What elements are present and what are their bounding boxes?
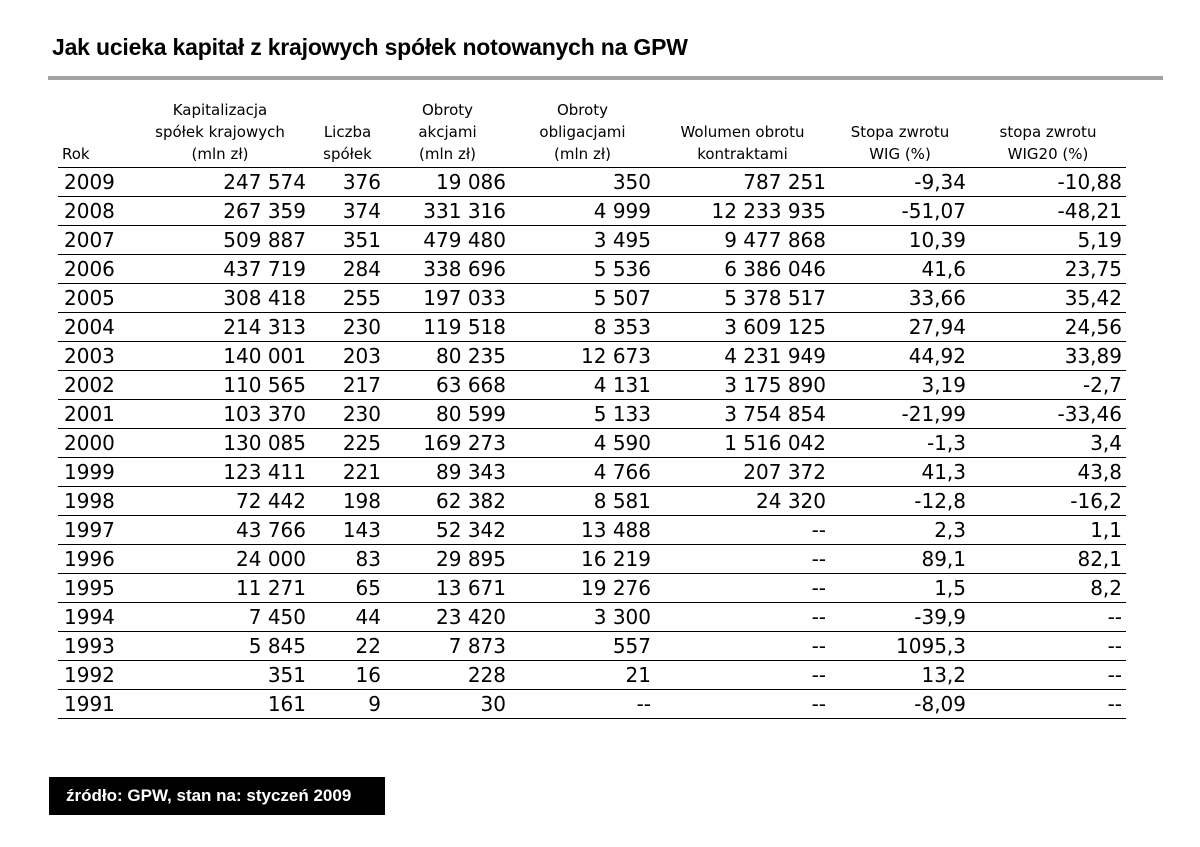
value-cell: 376 [310, 168, 385, 197]
table-row [58, 226, 1126, 255]
column-header-line [1046, 101, 1051, 119]
value-cell: 207 372 [655, 458, 830, 487]
value-cell: 11 271 [130, 574, 310, 603]
table-row [58, 197, 1126, 226]
column-header-line: Kapitalizacja [172, 101, 268, 119]
column-header-line: obligacjami [539, 123, 626, 141]
value-cell: 143 [310, 516, 385, 545]
column-header-7 [970, 99, 1126, 168]
value-cell: 10,39 [830, 226, 970, 255]
column-header-line: Obroty [421, 101, 474, 119]
value-cell: 16 [310, 661, 385, 690]
value-cell: 44 [310, 603, 385, 632]
value-cell: 331 316 [385, 197, 510, 226]
value-cell: 24 000 [130, 545, 310, 574]
table-row [58, 342, 1126, 371]
value-cell: 203 [310, 342, 385, 371]
value-cell: 437 719 [130, 255, 310, 284]
value-cell: -16,2 [970, 487, 1126, 516]
column-header-line: stopa zwrotu [999, 123, 1097, 141]
value-cell: 43,8 [970, 458, 1126, 487]
value-cell: -- [970, 661, 1126, 690]
value-cell: 33,89 [970, 342, 1126, 371]
table-row [58, 487, 1126, 516]
value-cell: 5 536 [510, 255, 655, 284]
value-cell: 43 766 [130, 516, 310, 545]
value-cell: 62 382 [385, 487, 510, 516]
value-cell: -- [970, 603, 1126, 632]
column-header-line [898, 101, 903, 119]
column-header-line: spółek [323, 145, 372, 163]
value-cell: 7 873 [385, 632, 510, 661]
value-cell: 3 495 [510, 226, 655, 255]
value-cell: 21 [510, 661, 655, 690]
year-cell: 1995 [58, 574, 130, 603]
value-cell: 110 565 [130, 371, 310, 400]
value-cell: 6 386 046 [655, 255, 830, 284]
value-cell: -- [655, 516, 830, 545]
value-cell: -51,07 [830, 197, 970, 226]
year-cell: 1994 [58, 603, 130, 632]
year-cell: 2003 [58, 342, 130, 371]
value-cell: 41,6 [830, 255, 970, 284]
table-row [58, 545, 1126, 574]
value-cell: 351 [310, 226, 385, 255]
value-cell: 169 273 [385, 429, 510, 458]
column-header-line: Stopa zwrotu [850, 123, 950, 141]
column-header-line: WIG20 (%) [1007, 145, 1089, 163]
value-cell: -21,99 [830, 400, 970, 429]
value-cell: 161 [130, 690, 310, 719]
year-cell: 2002 [58, 371, 130, 400]
value-cell: 27,94 [830, 313, 970, 342]
value-cell: 80 235 [385, 342, 510, 371]
value-cell: 3 175 890 [655, 371, 830, 400]
value-cell: 8,2 [970, 574, 1126, 603]
table-row [58, 371, 1126, 400]
value-cell: -12,8 [830, 487, 970, 516]
value-cell: 284 [310, 255, 385, 284]
page-title: Jak ucieka kapitał z krajowych spółek notowanych na GPW [52, 34, 688, 60]
value-cell: 41,3 [830, 458, 970, 487]
value-cell: 225 [310, 429, 385, 458]
value-cell: 80 599 [385, 400, 510, 429]
column-header-line: Liczba [323, 123, 372, 141]
value-cell: 5 845 [130, 632, 310, 661]
column-header-line: Wolumen obrotu [680, 123, 805, 141]
value-cell: 350 [510, 168, 655, 197]
value-cell: 351 [130, 661, 310, 690]
value-cell: 230 [310, 400, 385, 429]
value-cell: 787 251 [655, 168, 830, 197]
year-cell: 1996 [58, 545, 130, 574]
value-cell: 3 754 854 [655, 400, 830, 429]
value-cell: 13 488 [510, 516, 655, 545]
value-cell: 8 353 [510, 313, 655, 342]
table-row [58, 458, 1126, 487]
table-row [58, 313, 1126, 342]
year-cell: 2006 [58, 255, 130, 284]
value-cell: 3,19 [830, 371, 970, 400]
value-cell: -48,21 [970, 197, 1126, 226]
value-cell: 83 [310, 545, 385, 574]
value-cell: 479 480 [385, 226, 510, 255]
value-cell: 1,1 [970, 516, 1126, 545]
table-row [58, 255, 1126, 284]
value-cell: -- [655, 545, 830, 574]
column-header-5 [655, 99, 830, 168]
value-cell: -- [655, 661, 830, 690]
year-cell: 2005 [58, 284, 130, 313]
value-cell: 33,66 [830, 284, 970, 313]
value-cell: 13 671 [385, 574, 510, 603]
column-header-line: akcjami [418, 123, 477, 141]
value-cell: 89 343 [385, 458, 510, 487]
year-cell: 2004 [58, 313, 130, 342]
year-cell: 2008 [58, 197, 130, 226]
value-cell: 230 [310, 313, 385, 342]
value-cell: -- [970, 690, 1126, 719]
value-cell: 23,75 [970, 255, 1126, 284]
value-cell: 5,19 [970, 226, 1126, 255]
value-cell: -- [655, 632, 830, 661]
value-cell: 9 477 868 [655, 226, 830, 255]
year-cell: 1997 [58, 516, 130, 545]
column-header-4 [510, 99, 655, 168]
value-cell: 509 887 [130, 226, 310, 255]
value-cell: 65 [310, 574, 385, 603]
value-cell: 35,42 [970, 284, 1126, 313]
value-cell: 247 574 [130, 168, 310, 197]
value-cell: 1 516 042 [655, 429, 830, 458]
value-cell: 338 696 [385, 255, 510, 284]
data-table [58, 99, 1126, 719]
column-header-line: spółek krajowych [155, 123, 285, 141]
value-cell: 3 609 125 [655, 313, 830, 342]
value-cell: 63 668 [385, 371, 510, 400]
value-cell: -8,09 [830, 690, 970, 719]
table-row [58, 516, 1126, 545]
value-cell: 5 507 [510, 284, 655, 313]
table-row [58, 400, 1126, 429]
value-cell: 2,3 [830, 516, 970, 545]
value-cell: 5 133 [510, 400, 655, 429]
year-cell: 1999 [58, 458, 130, 487]
value-cell: 23 420 [385, 603, 510, 632]
value-cell: 24 320 [655, 487, 830, 516]
value-cell: 89,1 [830, 545, 970, 574]
table-row [58, 690, 1126, 719]
column-header-1 [130, 99, 310, 168]
value-cell: 217 [310, 371, 385, 400]
value-cell: -- [655, 574, 830, 603]
value-cell: -- [655, 690, 830, 719]
value-cell: 103 370 [130, 400, 310, 429]
value-cell: 8 581 [510, 487, 655, 516]
year-cell: 2001 [58, 400, 130, 429]
table-row [58, 574, 1126, 603]
column-header-0 [58, 99, 130, 168]
table-row [58, 603, 1126, 632]
value-cell: 374 [310, 197, 385, 226]
value-cell: 4 131 [510, 371, 655, 400]
value-cell: 12 233 935 [655, 197, 830, 226]
value-cell: 9 [310, 690, 385, 719]
title-divider [48, 76, 1163, 80]
value-cell: 19 276 [510, 574, 655, 603]
year-cell: 1998 [58, 487, 130, 516]
year-cell: 2009 [58, 168, 130, 197]
value-cell: 24,56 [970, 313, 1126, 342]
year-cell: 2000 [58, 429, 130, 458]
table-row [58, 661, 1126, 690]
value-cell: 7 450 [130, 603, 310, 632]
data-table-container [58, 99, 1126, 719]
value-cell: -2,7 [970, 371, 1126, 400]
value-cell: 267 359 [130, 197, 310, 226]
value-cell: 30 [385, 690, 510, 719]
value-cell: 130 085 [130, 429, 310, 458]
value-cell: 221 [310, 458, 385, 487]
table-row [58, 429, 1126, 458]
value-cell: 214 313 [130, 313, 310, 342]
value-cell: -39,9 [830, 603, 970, 632]
column-header-6 [830, 99, 970, 168]
value-cell: 16 219 [510, 545, 655, 574]
year-cell: 1991 [58, 690, 130, 719]
value-cell: 557 [510, 632, 655, 661]
value-cell: 4 590 [510, 429, 655, 458]
value-cell: 5 378 517 [655, 284, 830, 313]
year-cell: 2007 [58, 226, 130, 255]
value-cell: 19 086 [385, 168, 510, 197]
value-cell: 123 411 [130, 458, 310, 487]
table-body [58, 168, 1126, 719]
year-cell: 1993 [58, 632, 130, 661]
value-cell: 52 342 [385, 516, 510, 545]
value-cell: 12 673 [510, 342, 655, 371]
value-cell: -- [510, 690, 655, 719]
value-cell: 4 999 [510, 197, 655, 226]
table-header [58, 99, 1126, 168]
column-header-line: WIG (%) [869, 145, 931, 163]
source-badge: źródło: GPW, stan na: styczeń 2009 [49, 777, 385, 815]
value-cell: -9,34 [830, 168, 970, 197]
value-cell: 22 [310, 632, 385, 661]
value-cell: 3,4 [970, 429, 1126, 458]
value-cell: 140 001 [130, 342, 310, 371]
column-header-line: kontraktami [697, 145, 788, 163]
value-cell: -1,3 [830, 429, 970, 458]
year-cell: 1992 [58, 661, 130, 690]
column-header-line: (mln zł) [419, 145, 476, 163]
column-header-line [740, 101, 745, 119]
column-header-line: (mln zł) [554, 145, 611, 163]
value-cell: 197 033 [385, 284, 510, 313]
value-cell: -10,88 [970, 168, 1126, 197]
column-header-line: (mln zł) [191, 145, 249, 163]
column-header-line [62, 101, 67, 119]
value-cell: 82,1 [970, 545, 1126, 574]
column-header-2 [310, 99, 385, 168]
column-header-line [345, 101, 350, 119]
value-cell: -- [655, 603, 830, 632]
value-cell: 198 [310, 487, 385, 516]
value-cell: 4 231 949 [655, 342, 830, 371]
table-row [58, 168, 1126, 197]
value-cell: 119 518 [385, 313, 510, 342]
value-cell: 44,92 [830, 342, 970, 371]
value-cell: 3 300 [510, 603, 655, 632]
value-cell: 29 895 [385, 545, 510, 574]
column-header-3 [385, 99, 510, 168]
header-row [58, 99, 1126, 168]
value-cell: 72 442 [130, 487, 310, 516]
table-row [58, 632, 1126, 661]
value-cell: 13,2 [830, 661, 970, 690]
value-cell: 255 [310, 284, 385, 313]
column-header-line [62, 123, 67, 141]
value-cell: -- [970, 632, 1126, 661]
value-cell: 228 [385, 661, 510, 690]
value-cell: 1095,3 [830, 632, 970, 661]
value-cell: -33,46 [970, 400, 1126, 429]
value-cell: 1,5 [830, 574, 970, 603]
table-row [58, 284, 1126, 313]
column-header-line: Obroty [556, 101, 609, 119]
column-header-line: Rok [62, 145, 90, 163]
value-cell: 308 418 [130, 284, 310, 313]
value-cell: 4 766 [510, 458, 655, 487]
